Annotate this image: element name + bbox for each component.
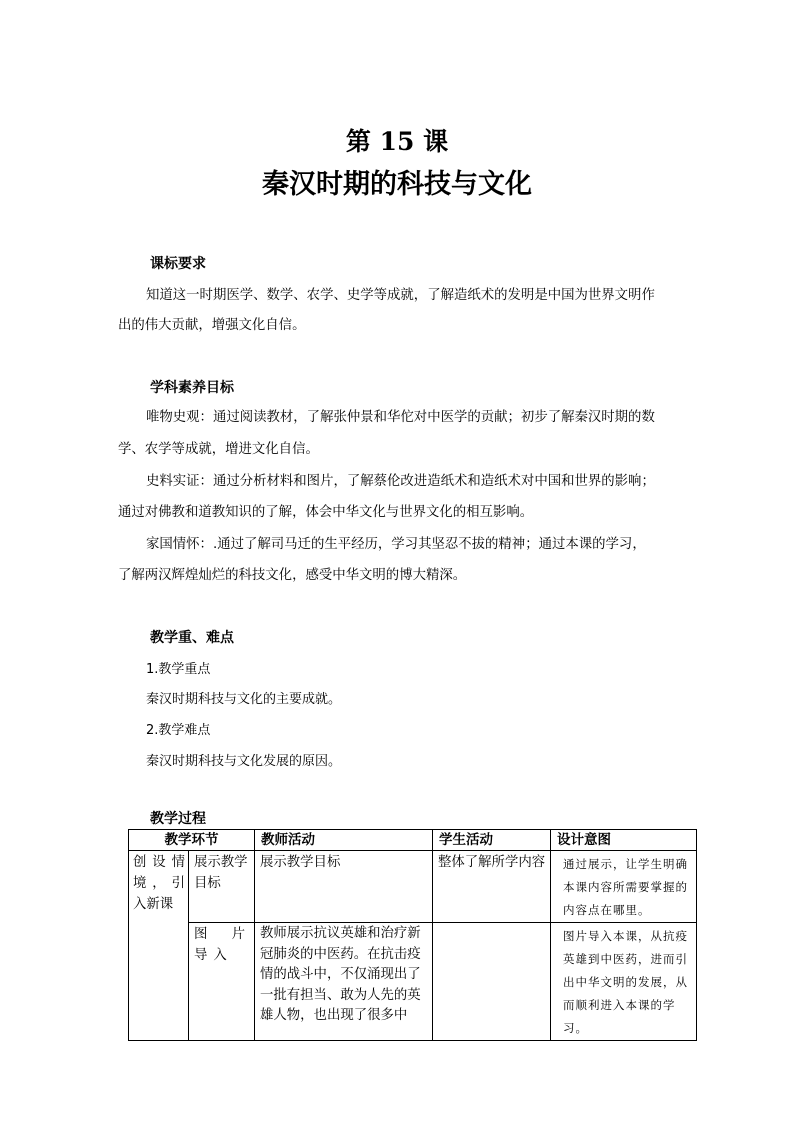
intent-text: 通过展示，让学生明确本课内容所需要掌握的内容点在哪里。 [563, 857, 688, 917]
table-row [129, 851, 697, 923]
step-cell [189, 923, 255, 1041]
intent-text: 图片导入本课，从抗疫英雄到中医药，进而引出中华文明的发展，从而顺利进入本课的学习。 [563, 929, 688, 1035]
intent-cell [551, 923, 697, 1041]
curriculum-line: 知道这一时期医学、数学、农学、史学等成就，了解造纸术的发明是中国为世界文明作 [146, 288, 655, 303]
teacher-cell [255, 923, 433, 1041]
literacy-heading: 学科素养目标 [150, 380, 234, 396]
literacy-paragraph-line: 学、农学等成就，增进文化自信。 [118, 442, 319, 457]
table-row [129, 923, 697, 1041]
student-text [433, 923, 550, 924]
step-text: 展示教学目标 [194, 855, 248, 891]
step-text: 图片导入 [194, 927, 251, 963]
intent-cell [551, 851, 697, 923]
step-cell [189, 851, 255, 923]
difficulty-text: 秦汉时期科技与文化发展的原因。 [146, 754, 342, 769]
lesson-title: 秦汉时期的科技与文化 [262, 169, 532, 200]
column-header: 教师活动 [255, 830, 433, 851]
keypoints-heading: 教学重、难点 [150, 630, 234, 646]
stage-cell [129, 851, 189, 1041]
literacy-paragraph-line: 唯物史观：通过阅读教材，了解张仲景和华佗对中医学的贡献；初步了解秦汉时期的数 [146, 410, 655, 425]
student-cell [433, 923, 551, 1041]
column-header: 教学环节 [129, 830, 255, 851]
student-text: 整体了解所学内容 [438, 855, 546, 870]
teacher-text: 教师展示抗议英雄和治疗新冠肺炎的中医药。在抗击疫情的战斗中，不仅涌现出了一批有担当、敢为人先的英雄人物，也出现了很多中 [260, 926, 421, 1023]
stage-text: 创设情境，引入新课 [133, 855, 185, 912]
curriculum-line: 出的伟大贡献，增强文化自信。 [118, 318, 306, 333]
column-header: 设计意图 [551, 830, 697, 851]
literacy-paragraph-line: 了解两汉辉煌灿烂的科技文化，感受中华文明的博大精深。 [118, 568, 467, 583]
literacy-paragraph-line: 家国情怀：.通过了解司马迁的生平经历，学习其坚忍不拔的精神；通过本课的学习， [146, 537, 646, 552]
literacy-paragraph-line: 通过对佛教和道教知识的了解，体会中华文化与世界文化的相互影响。 [118, 505, 534, 520]
student-cell [433, 851, 551, 923]
focus-text: 秦汉时期科技与文化的主要成就。 [146, 692, 342, 707]
literacy-paragraph-line: 史料实证：通过分析材料和图片，了解蔡伦改进造纸术和造纸术对中国和世界的影响； [146, 474, 655, 489]
process-table [128, 829, 697, 1041]
column-header: 学生活动 [433, 830, 551, 851]
process-heading: 教学过程 [150, 811, 206, 827]
difficulty-label: 2.教学难点 [146, 723, 211, 738]
focus-label: 1.教学重点 [146, 662, 211, 677]
teacher-text: 展示教学目标 [260, 855, 341, 870]
lesson-number: 第 15 课 [345, 127, 449, 156]
curriculum-heading: 课标要求 [150, 256, 206, 272]
table-header-row [129, 830, 697, 851]
teacher-cell [255, 851, 433, 923]
